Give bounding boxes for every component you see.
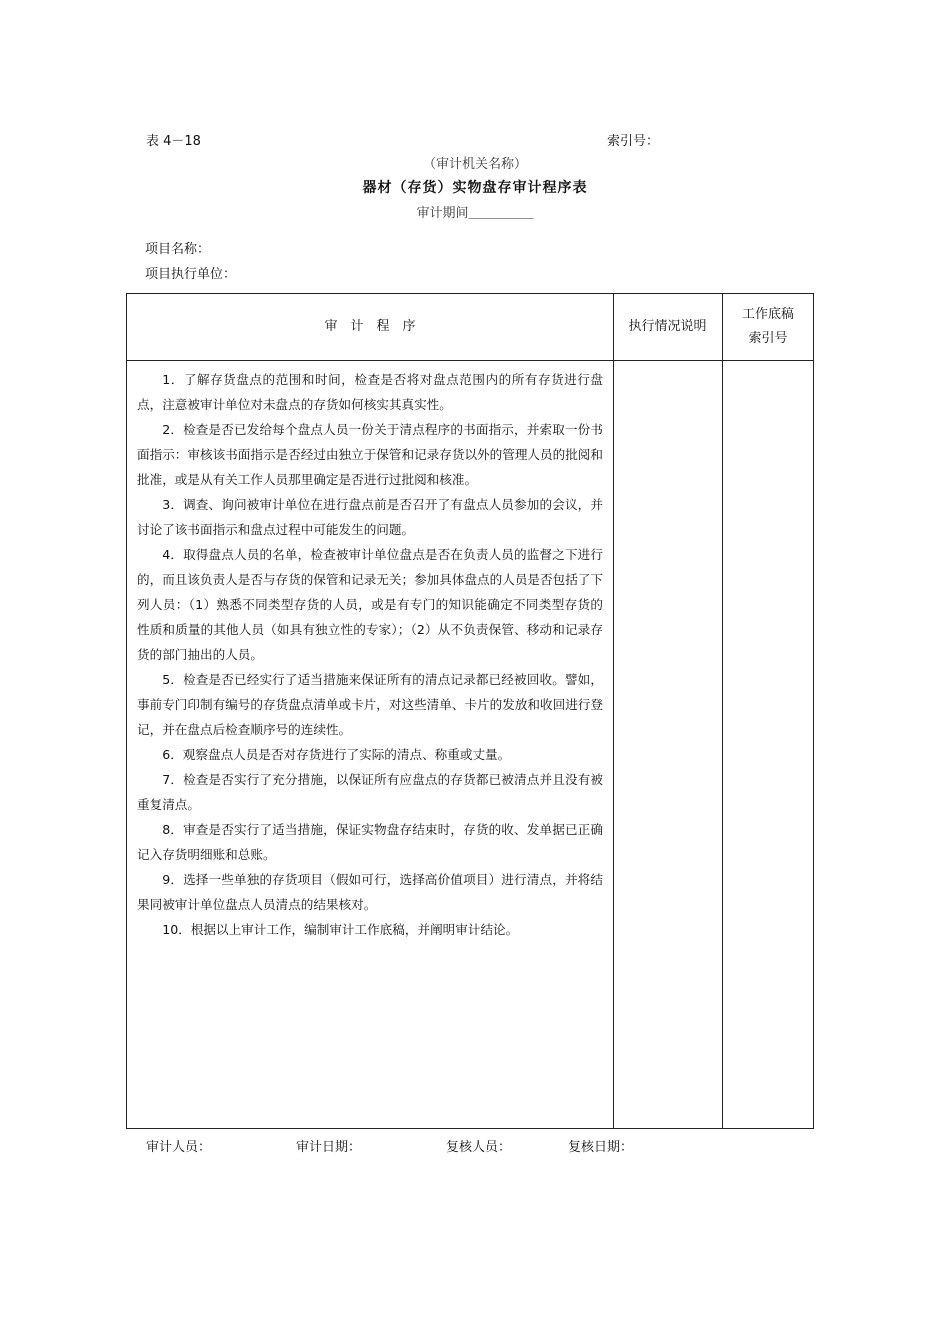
audit-date-label: 审计日期： — [296, 1140, 362, 1155]
audit-org-name: （审计机关名称） — [422, 157, 527, 172]
execution-header-text: 执行情况说明 — [628, 319, 707, 334]
procedure-cell — [127, 361, 613, 1129]
signature-footer — [0, 1136, 950, 1156]
procedure-header-text: 审 计 程 序 — [324, 319, 416, 334]
project-name-label: 项目名称： — [145, 242, 211, 257]
procedure-item: 2．检查是否已发给每个盘点人员一份关于清点程序的书面指示，并索取一份书面指示：审核该书面指示是否经过由独立于保管和记录存货以外的管理人员的批阅和批准，或是从有关工作人员那里确定是否进行过批阅和核准。 — [137, 422, 603, 487]
procedure-item: 1．了解存货盘点的范围和时间，检查是否将对盘点范围内的所有存货进行盘点，注意被审计单位对未盘点的存货如何核实其真实性。 — [137, 372, 603, 412]
audit-period: 审计期间＿＿＿＿＿ — [416, 206, 534, 221]
index-number-label: 索引号： — [607, 134, 660, 149]
procedure-item: 9．选择一些单独的存货项目（假如可行，选择高价值项目）进行清点，并将结果同被审计单位盘点人员清点的结果核对。 — [137, 872, 603, 912]
document-title: 器材（存货）实物盘存审计程序表 — [362, 180, 588, 196]
workpaper-header-line2: 索引号 — [748, 331, 788, 346]
procedure-column-header — [127, 294, 613, 360]
procedure-item: 5．检查是否已经实行了适当措施来保证所有的清点记录都已经被回收。譬如，事前专门印制有编号的存货盘点清单或卡片，对这些清单、卡片的发放和收回进行登记，并在盘点后检查顺序号的连续性。 — [137, 672, 603, 737]
workpaper-column-header — [722, 294, 814, 360]
procedure-item: 4．取得盘点人员的名单，检查被审计单位盘点是否在负责人员的监督之下进行的，而且该负责人是否与存货的保管和记录无关；参加具体盘点的人员是否包括了下列人员：（1）熟悉不同类型存货的人员，或是有专门的知识能确定不同类型存货的性质和质量的其他人员（如具有独立性的专家）；（2）从不负责保管、移动和记录存货的部门抽出的人员。 — [137, 547, 603, 662]
procedure-item: 8．审查是否实行了适当措施，保证实物盘存结束时，存货的收、发单据已正确记入存货明细账和总账。 — [137, 822, 603, 862]
procedure-item: 7．检查是否实行了充分措施，以保证所有应盘点的存货都已被清点并且没有被重复清点。 — [137, 772, 603, 812]
auditor-label: 审计人员： — [146, 1140, 212, 1155]
audit-procedure-table — [126, 293, 814, 1129]
execution-column-header — [613, 294, 722, 360]
reviewer-label: 复核人员： — [446, 1140, 512, 1155]
procedure-list — [137, 367, 603, 942]
execution-notes-cell[interactable] — [614, 361, 722, 1129]
table-number: 表 4－18 — [146, 134, 201, 149]
procedure-item: 6．观察盘点人员是否对存货进行了实际的清点、称重或丈量。 — [162, 747, 511, 762]
procedure-item: 10．根据以上审计工作，编制审计工作底稿，并阐明审计结论。 — [162, 922, 519, 937]
procedure-item: 3．调查、询问被审计单位在进行盘点前是否召开了有盘点人员参加的会议，并讨论了该书面指示和盘点过程中可能发生的问题。 — [137, 497, 603, 537]
project-unit-label: 项目执行单位： — [145, 267, 237, 282]
review-date-label: 复核日期： — [568, 1140, 634, 1155]
workpaper-index-cell[interactable] — [723, 361, 814, 1129]
workpaper-header-line1: 工作底稿 — [741, 307, 794, 322]
